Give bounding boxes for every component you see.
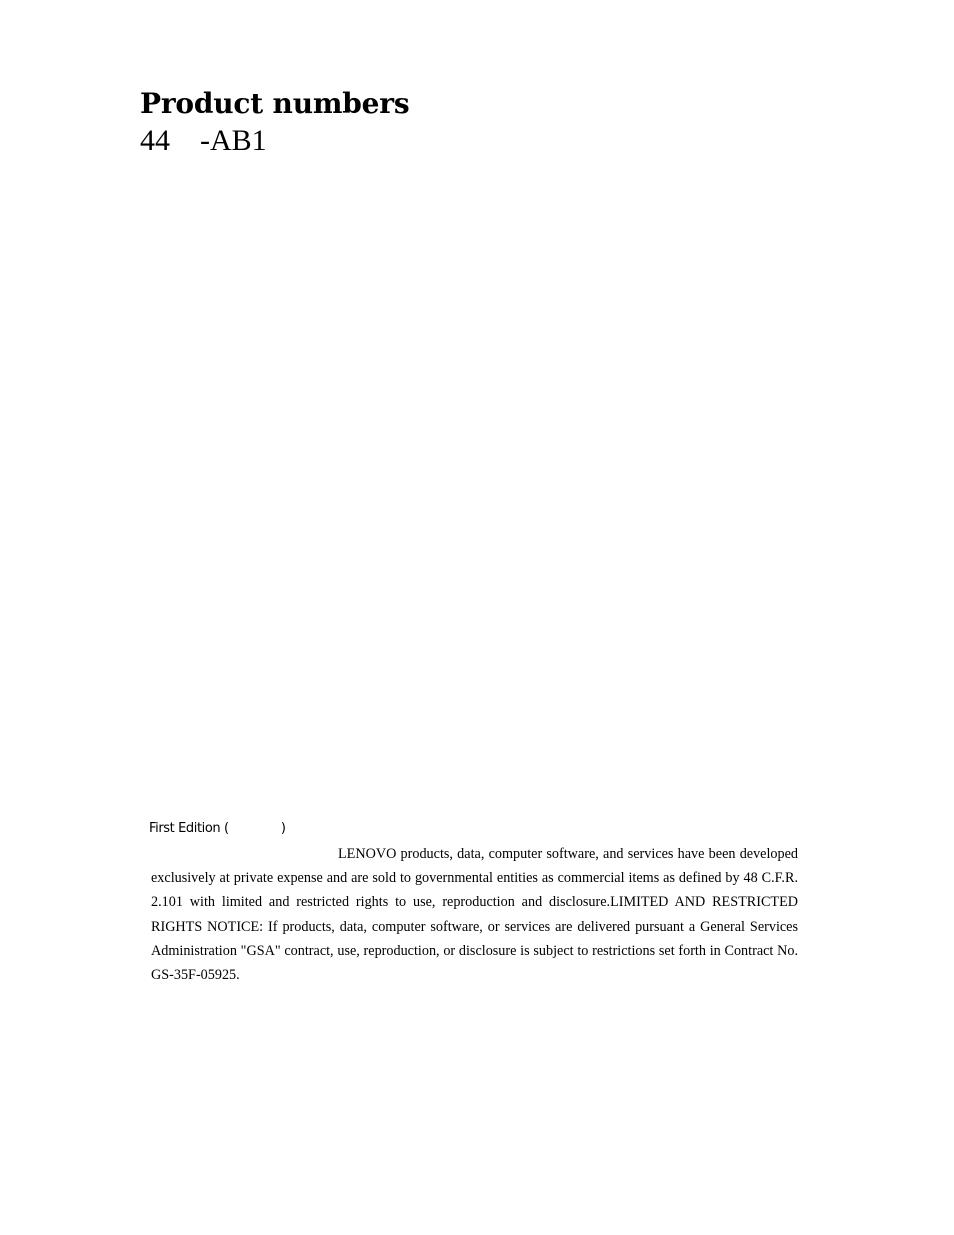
product-number: 44 -AB1 (140, 124, 267, 157)
rights-notice: LENOVO products, data, computer software, and services have been developed exclusively at private expense and are sold to governmental entities as commercial items as defined by 48 C.F.R. 2.101 with limited and restricted rights to use, reproduction and disclosure.LIMITED AND RESTRICTED RIGHTS NOTICE: If products, data, computer software, or services are delivered pursuant a General Services Administration "GSA" contract, use, reproduction, or disclosure is subject to restrictions set forth in Contract No. GS-35F-05925. (151, 846, 798, 984)
page-title: Product numbers (140, 87, 410, 120)
edition-line: First Edition ( ) (149, 821, 286, 836)
